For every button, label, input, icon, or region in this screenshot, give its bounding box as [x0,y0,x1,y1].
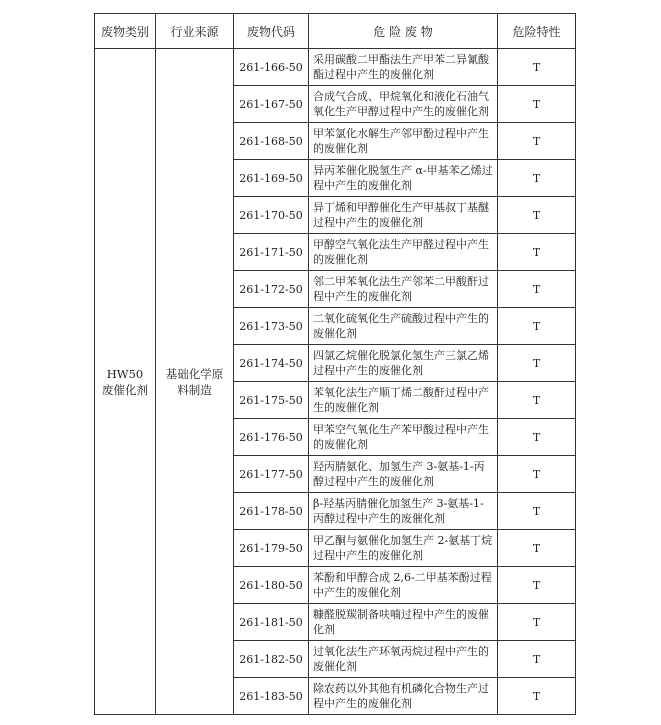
hazard-property: T [498,567,576,604]
hazard-property: T [498,604,576,641]
waste-description: 四氯乙烷催化脱氯化氢生产三氯乙烯过程中产生的废催化剂 [309,345,498,382]
waste-code: 261-167-50 [234,86,309,123]
hazard-property: T [498,345,576,382]
waste-code: 261-183-50 [234,678,309,715]
hazard-property: T [498,530,576,567]
waste-description: 采用碳酸二甲酯法生产甲苯二异氰酸酯过程中产生的废催化剂 [309,49,498,86]
hazard-property: T [498,456,576,493]
waste-description: 邻二甲苯氧化法生产邻苯二甲酸酐过程中产生的废催化剂 [309,271,498,308]
header-code: 废物代码 [234,14,309,49]
waste-description: 甲苯氯化水解生产邻甲酚过程中产生的废催化剂 [309,123,498,160]
waste-code: 261-180-50 [234,567,309,604]
header-source: 行业来源 [156,14,234,49]
table-body [95,49,576,715]
hazard-property: T [498,271,576,308]
waste-description: 异丙苯催化脱氢生产 α-甲基苯乙烯过程中产生的废催化剂 [309,160,498,197]
waste-code: 261-178-50 [234,493,309,530]
hazard-property: T [498,49,576,86]
hazardous-waste-table [94,13,576,715]
waste-description: 二氧化硫氧化生产硫酸过程中产生的废催化剂 [309,308,498,345]
hazard-property: T [498,234,576,271]
waste-code: 261-181-50 [234,604,309,641]
table-row [95,49,576,86]
waste-description: 苯酚和甲醇合成 2,6-二甲基苯酚过程中产生的废催化剂 [309,567,498,604]
waste-code: 261-168-50 [234,123,309,160]
header-category: 废物类别 [95,14,156,49]
source-line1: 基础化学原 [165,366,224,381]
header-waste: 危 险 废 物 [309,14,498,49]
waste-code: 261-177-50 [234,456,309,493]
waste-code: 261-170-50 [234,197,309,234]
waste-code: 261-166-50 [234,49,309,86]
waste-description: 甲醇空气氧化法生产甲醛过程中产生的废催化剂 [309,234,498,271]
waste-description: 甲苯空气氧化生产苯甲酸过程中产生的废催化剂 [309,419,498,456]
waste-code: 261-175-50 [234,382,309,419]
waste-code: 261-172-50 [234,271,309,308]
waste-description: 异丁烯和甲醇催化生产甲基叔丁基醚过程中产生的废催化剂 [309,197,498,234]
waste-description: 糠醛脱羰制备呋喃过程中产生的废催化剂 [309,604,498,641]
hazard-property: T [498,197,576,234]
hazard-property: T [498,308,576,345]
header-row [95,14,576,49]
hazard-property: T [498,493,576,530]
waste-description: 除农药以外其他有机磷化合物生产过程中产生的废催化剂 [309,678,498,715]
waste-description: β-羟基丙腈催化加氢生产 3-氨基-1-丙醇过程中产生的废催化剂 [309,493,498,530]
header-property: 危险特性 [498,14,576,49]
hazard-property: T [498,641,576,678]
waste-code: 261-176-50 [234,419,309,456]
hazard-property: T [498,678,576,715]
waste-code: 261-179-50 [234,530,309,567]
waste-code: 261-182-50 [234,641,309,678]
waste-description: 苯氧化法生产顺丁烯二酸酐过程中产生的废催化剂 [309,382,498,419]
waste-code: 261-169-50 [234,160,309,197]
waste-code: 261-174-50 [234,345,309,382]
waste-description: 过氧化法生产环氧丙烷过程中产生的废催化剂 [309,641,498,678]
category-cell [95,49,156,715]
waste-description: 甲乙酮与氨催化加氢生产 2-氨基丁烷过程中产生的废催化剂 [309,530,498,567]
hazard-property: T [498,160,576,197]
category-code: HW50 [106,366,144,381]
category-name: 废催化剂 [102,382,148,397]
hazard-property: T [498,123,576,160]
waste-description: 羟丙腈氨化、加氢生产 3-氨基-1-丙醇过程中产生的废催化剂 [309,456,498,493]
waste-description: 合成气合成、甲烷氧化和液化石油气氧化生产甲醇过程中产生的废催化剂 [309,86,498,123]
source-line2: 料制造 [177,382,212,397]
hazard-property: T [498,419,576,456]
hazard-property: T [498,86,576,123]
hazard-property: T [498,382,576,419]
waste-code: 261-171-50 [234,234,309,271]
source-cell [156,49,234,715]
waste-code: 261-173-50 [234,308,309,345]
